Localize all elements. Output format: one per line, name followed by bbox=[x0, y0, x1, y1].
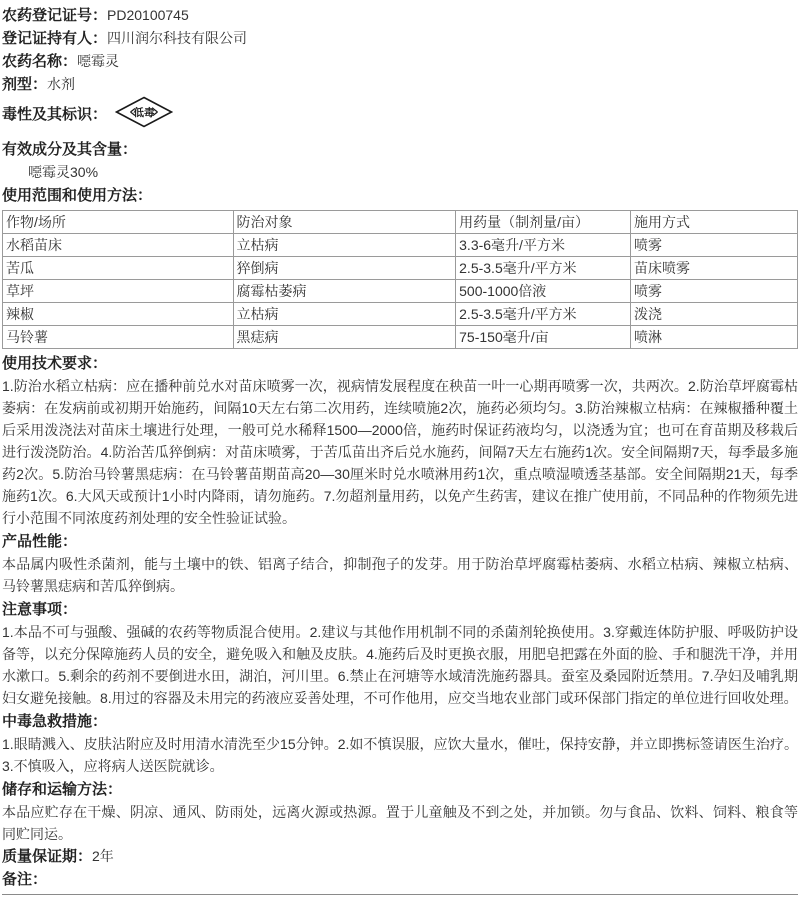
cell-crop: 苦瓜 bbox=[3, 257, 234, 280]
column-header-dosage: 用药量（制剂量/亩） bbox=[456, 211, 631, 234]
registration-number-value: PD20100745 bbox=[107, 7, 189, 23]
cell-crop: 草坪 bbox=[3, 280, 234, 303]
field-certificate-holder bbox=[2, 27, 798, 50]
cell-dosage: 3.3-6毫升/平方米 bbox=[456, 234, 631, 257]
low-toxicity-diamond-icon bbox=[115, 96, 173, 131]
product-performance-text: 本品属内吸性杀菌剂，能与土壤中的铁、铝离子结合，抑制孢子的发芽。用于防治草坪腐霉枯萎病、水稻立枯病、辣椒立枯病、马铃薯黑痣病和苦瓜猝倒病。 bbox=[2, 556, 798, 594]
cell-dosage: 2.5-3.5毫升/平方米 bbox=[456, 257, 631, 280]
cell-dosage: 75-150毫升/亩 bbox=[456, 326, 631, 349]
cell-method: 喷淋 bbox=[631, 326, 798, 349]
cell-method: 苗床喷雾 bbox=[631, 257, 798, 280]
cell-dosage: 500-1000倍液 bbox=[456, 280, 631, 303]
section-title-performance: 产品性能： bbox=[2, 533, 78, 550]
cell-method: 泼浇 bbox=[631, 303, 798, 326]
cell-target: 立枯病 bbox=[233, 234, 456, 257]
cell-crop: 辣椒 bbox=[3, 303, 234, 326]
pesticide-name-value: 噁霉灵 bbox=[77, 53, 120, 69]
remarks-label: 备注： bbox=[2, 871, 48, 888]
usage-table bbox=[2, 210, 798, 349]
table-row bbox=[3, 234, 798, 257]
cell-dosage: 2.5-3.5毫升/平方米 bbox=[456, 303, 631, 326]
field-warranty bbox=[2, 845, 798, 868]
precautions-text: 1.本品不可与强酸、强碱的农药等物质混合使用。2.建议与其他作用机制不同的杀菌剂轮换使用。3.穿戴连体防护服、呼吸防护设备等，以充分保障施药人员的安全，避免吸入和触及皮肤。4.施药后及时更换衣服，用肥皂把露在外面的脸、手和腿洗干净，并用水漱口。5.剩余的药剂不要倒进水田，湖泊，河川里。6.禁止在河塘等水域清洗施药器具。蚕室及桑园附近禁用。7.孕妇及哺乳期妇女避免接触。8.用过的容器及未用完的药液应妥善处理，不可作他用，应交当地农业部门或环保部门指定的单位进行回收处理。 bbox=[2, 624, 798, 706]
formulation-value: 水剂 bbox=[47, 76, 76, 92]
column-header-crop: 作物/场所 bbox=[3, 211, 234, 234]
cell-target: 猝倒病 bbox=[233, 257, 456, 280]
first-aid-text: 1.眼睛溅入、皮肤沾附应及时用清水清洗至少15分钟。2.如不慎误服，应饮大量水，催吐，保持安静，并立即携标签请医生治疗。3.不慎吸入，应将病人送医院就诊。 bbox=[2, 736, 798, 774]
ingredient-content: 噁霉灵30% bbox=[28, 164, 99, 180]
registration-number-label: 农药登记证号： bbox=[2, 7, 108, 24]
section-title-first-aid: 中毒急救措施： bbox=[2, 713, 108, 730]
formulation-label: 剂型： bbox=[2, 76, 48, 93]
section-title-ingredients: 有效成分及其含量： bbox=[2, 141, 138, 158]
table-row bbox=[3, 257, 798, 280]
table-row bbox=[3, 303, 798, 326]
section-title-usage: 使用范围和使用方法： bbox=[2, 187, 153, 204]
warranty-value: 2年 bbox=[92, 848, 114, 864]
field-formulation bbox=[2, 73, 798, 96]
cell-crop: 水稻苗床 bbox=[3, 234, 234, 257]
table-header-row bbox=[3, 211, 798, 234]
pesticide-label-document bbox=[2, 4, 798, 895]
table-row bbox=[3, 326, 798, 349]
cell-crop: 马铃薯 bbox=[3, 326, 234, 349]
field-toxicity bbox=[2, 96, 798, 130]
pesticide-name-label: 农药名称： bbox=[2, 53, 78, 70]
column-header-method: 施用方式 bbox=[631, 211, 798, 234]
bottom-divider bbox=[2, 894, 798, 895]
field-remarks bbox=[2, 868, 798, 891]
toxicity-label: 毒性及其标识： bbox=[2, 105, 108, 123]
cell-target: 立枯病 bbox=[233, 303, 456, 326]
warranty-label: 质量保证期： bbox=[2, 848, 93, 865]
cell-target: 黑痣病 bbox=[233, 326, 456, 349]
cell-target: 腐霉枯萎病 bbox=[233, 280, 456, 303]
section-title-technical: 使用技术要求： bbox=[2, 355, 108, 372]
section-title-storage: 储存和运输方法： bbox=[2, 781, 123, 798]
table-row bbox=[3, 280, 798, 303]
column-header-target: 防治对象 bbox=[233, 211, 456, 234]
technical-requirements-text: 1.防治水稻立枯病：应在播种前兑水对苗床喷雾一次，视病情发展程度在秧苗一叶一心期再喷雾一次，共两次。2.防治草坪腐霉枯萎病：在发病前或初期开始施药，间隔10天左右第二次用药，连续喷施2次，施药必须均匀。3.防治辣椒立枯病：在辣椒播种覆土后采用泼浇法对苗床土壤进行处理，一般可兑水稀释1500—2000倍，施药时保证药液均匀，以浇透为宜；也可在育苗期及移栽后进行泼浇防治。4.防治苦瓜猝倒病：对苗床喷雾，于苦瓜苗出齐后兑水施药，间隔7天左右施药1次。安全间隔期7天，每季最多施药2次。5.防治马铃薯黑痣病：在马铃薯苗期苗高20—30厘米时兑水喷淋用药1次，重点喷湿喷透茎基部。安全间隔期21天，每季施药1次。6.大风天或预计1小时内降雨，请勿施药。7.勿超剂量用药，以免产生药害，建议在推广使用前，不同品种的作物须先进行小范围不同浓度药剂处理的安全性验证试验。 bbox=[2, 378, 798, 526]
cell-method: 喷雾 bbox=[631, 234, 798, 257]
section-title-precautions: 注意事项： bbox=[2, 601, 78, 618]
certificate-holder-label: 登记证持有人： bbox=[2, 30, 108, 47]
field-pesticide-name bbox=[2, 50, 798, 73]
toxicity-badge-text: 低毒 bbox=[133, 106, 155, 119]
field-registration-number bbox=[2, 4, 798, 27]
certificate-holder-value: 四川润尔科技有限公司 bbox=[107, 30, 248, 46]
storage-text: 本品应贮存在干燥、阴凉、通风、防雨处，远离火源或热源。置于儿童触及不到之处，并加锁。勿与食品、饮料、饲料、粮食等同贮同运。 bbox=[2, 804, 798, 842]
cell-method: 喷雾 bbox=[631, 280, 798, 303]
